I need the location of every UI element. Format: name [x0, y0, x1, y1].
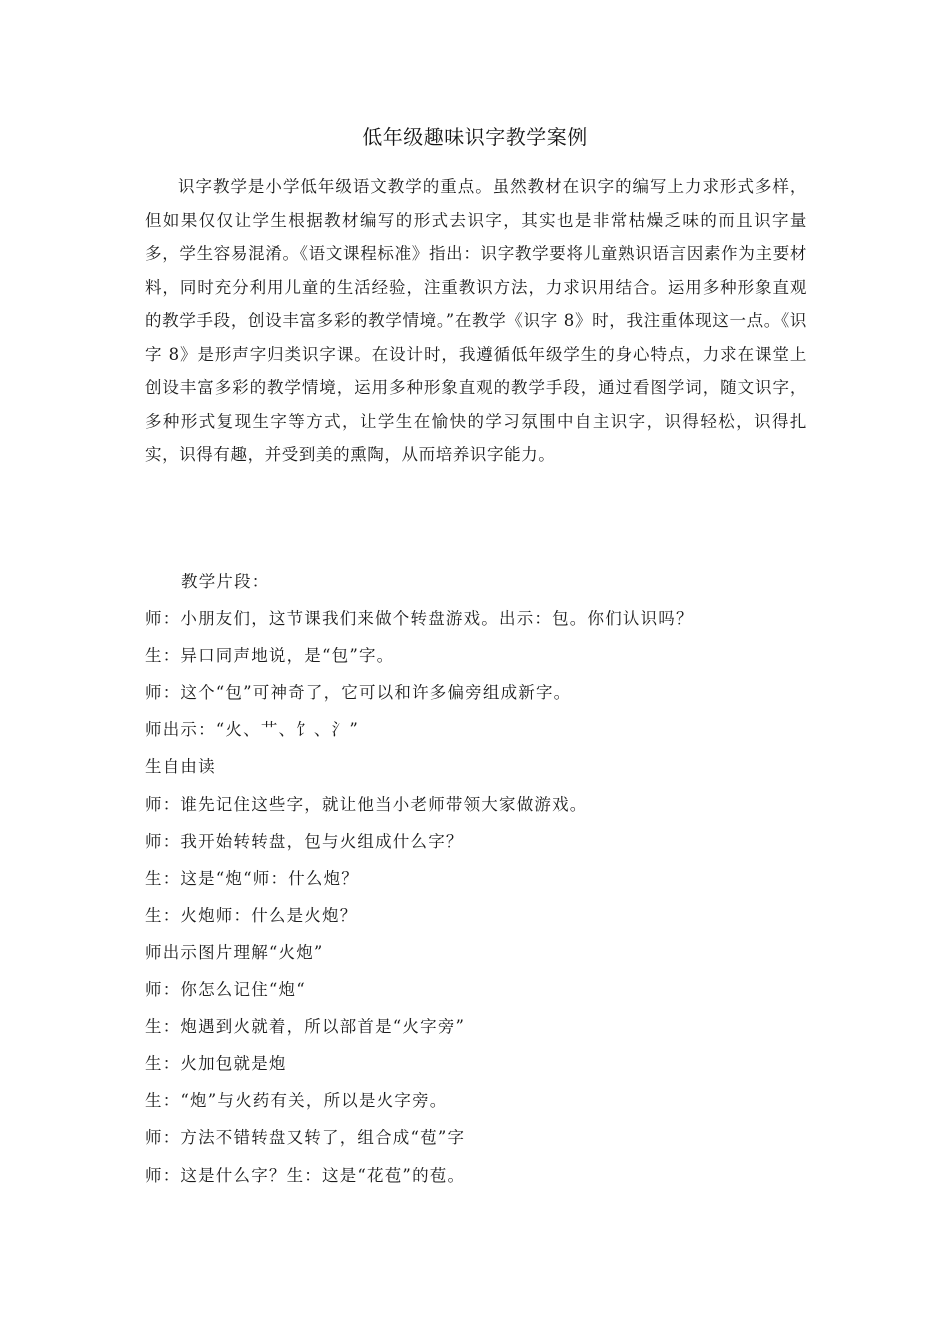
dialogue-line: 师：我开始转转盘，包与火组成什么字？	[145, 831, 464, 851]
dialogue-line: 生：“炮”与火药有关，所以是火字旁。	[145, 1091, 448, 1111]
dialogue-line: 师：这个“包”可神奇了，它可以和许多偏旁组成新字。	[145, 683, 572, 703]
document-title: 低年级趣味识字教学案例	[362, 125, 588, 149]
dialogue-line: 生：炮遇到火就着，所以部首是“火字旁”	[145, 1017, 466, 1037]
dialogue-line: 生自由读	[145, 757, 216, 777]
dialogue-line: 生：这是“炮“师：什么炮？	[145, 868, 359, 888]
dialogue-line: 师：这是什么字？生：这是“花苞”的苞。	[145, 1165, 466, 1185]
dialogue-line: 师出示图片理解“火炮”	[145, 942, 324, 962]
dialogue-line: 生：火加包就是炮	[145, 1054, 287, 1074]
section-heading: 教学片段：	[181, 572, 270, 591]
intro-paragraph: 识字教学是小学低年级语文教学的重点。虽然教材在识字的编写上力求形式多样，但如果仅仅让学生根据教材编写的形式去识字，其实也是非常枯燥乏味的而且识字量多，学生容易混淆。《语文课程标准》指出：识字教学要将儿童熟识语言因素作为主要材料，同时充分利用儿童的生活经验，注重教识方法，力求识用结合。运用多种形象直观的教学手段，创设丰富多彩的教学情境。”在教学《识字 8》时，我注重体现这一点。《识字 8》是形声字归类识字课。在设计时，我遵循低年级学生的身心特点，力求在课堂上创设丰富多彩的教学情境，运用多种形象直观的教学手段，通过看图学词，随文识字，多种形式复现生字等方式，让学生在愉快的学习氛围中自主识字，识得轻松，识得扎实，识得有趣，并受到美的熏陶，从而培养识字能力。	[145, 177, 807, 464]
dialogue-line: 师：谁先记住这些字，就让他当小老师带领大家做游戏。	[145, 794, 588, 814]
dialogue-line: 师：方法不错转盘又转了，组合成“苞”字	[145, 1128, 466, 1148]
dialogue-line: 师：小朋友们，这节课我们来做个转盘游戏。出示：包。你们认识吗？	[145, 609, 694, 629]
dialogue-line: 师出示：“火、艹、饣、氵”	[145, 720, 359, 740]
dialogue-line: 生：火炮师：什么是火炮？	[145, 905, 358, 925]
teaching-dialogue	[145, 563, 807, 1194]
dialogue-line: 师：你怎么记住“炮“	[145, 980, 306, 1000]
dialogue-line: 生：异口同声地说，是“包”字。	[145, 646, 395, 666]
